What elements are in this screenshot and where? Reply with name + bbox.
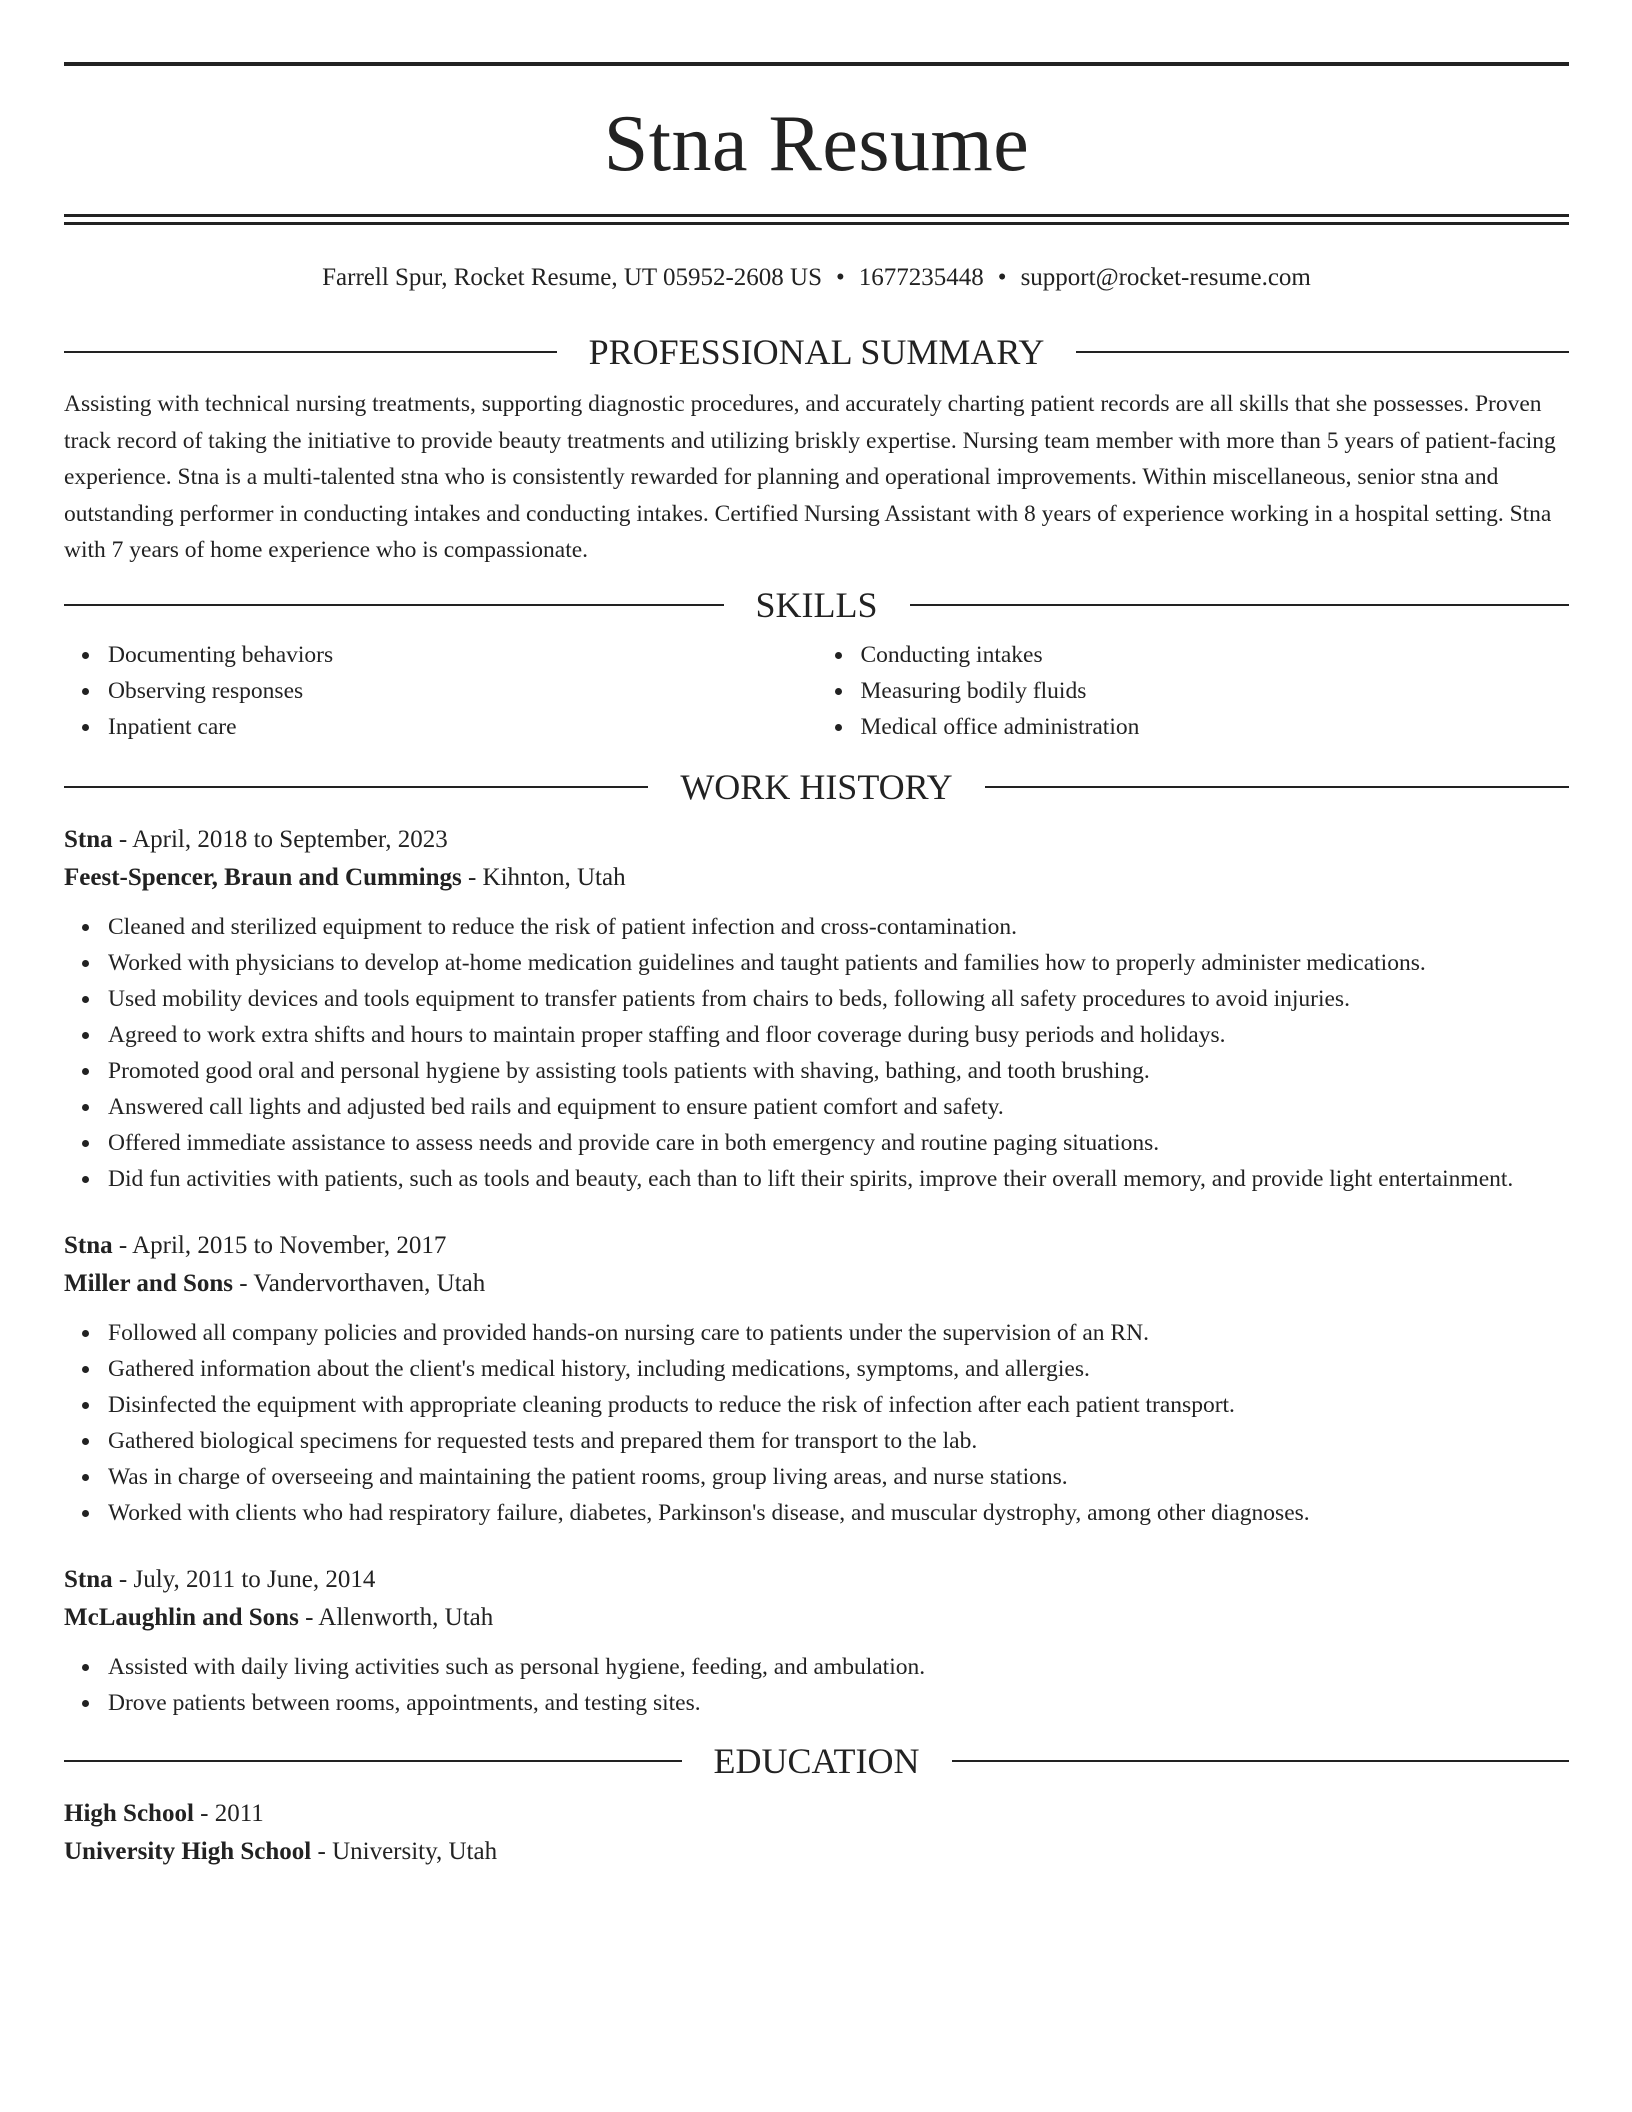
job-dates: - April, 2018 to September, 2023: [112, 825, 448, 853]
heading-rule: [952, 1760, 1570, 1762]
job-title-line: [64, 1227, 1569, 1265]
job-bullet: Promoted good oral and personal hygiene by assisting tools patients with shaving, bathing, and tooth brushing.: [108, 1053, 1569, 1089]
job-location: - Vandervorthaven, Utah: [233, 1269, 486, 1297]
job-bullet: Worked with physicians to develop at-home medication guidelines and taught patients and families how to properly administer medications.: [108, 945, 1569, 981]
job-company: Feest-Spencer, Braun and Cummings: [64, 863, 462, 891]
job-bullet: Assisted with daily living activities such as personal hygiene, feeding, and ambulation.: [108, 1649, 1569, 1685]
job-bullet: Followed all company policies and provided hands-on nursing care to patients under the supervision of an RN.: [108, 1315, 1569, 1351]
job-bullets: [64, 1649, 1569, 1721]
job-bullet: Gathered biological specimens for requested tests and prepared them for transport to the lab.: [108, 1423, 1569, 1459]
heading-rule: [64, 351, 557, 353]
education-location: - University, Utah: [311, 1837, 498, 1865]
job-location: - Kihnton, Utah: [461, 863, 626, 891]
heading-rule: [64, 604, 724, 606]
job-bullet: Answered call lights and adjusted bed rails and equipment to ensure patient comfort and safety.: [108, 1089, 1569, 1125]
summary-heading-label: PROFESSIONAL SUMMARY: [588, 332, 1045, 372]
contact-separator: •: [997, 264, 1007, 291]
resume-page: [64, 62, 1569, 1871]
skill-item: Observing responses: [108, 673, 817, 709]
job-company: Miller and Sons: [64, 1269, 234, 1297]
summary-text: Assisting with technical nursing treatments, supporting diagnostic procedures, and accurately charting patient records are all skills that she possesses. Proven track record of taking the initiative to provide beauty treatments and utilizing briskly expertise. Nursing team member with more than 5 years of patient-facing experience. Stna is a multi-talented stna who is consistently rewarded for planning and operational improvements. Within miscellaneous, senior stna and outstanding performer in conducting intakes and conducting intakes. Certified Nursing Assistant with 8 years of experience working in a hospital setting. Stna with 7 years of home experience who is compassionate.: [64, 391, 1556, 563]
contact-separator: •: [836, 264, 845, 291]
education-school-line: [64, 1833, 1569, 1871]
job-company-line: [64, 1599, 1569, 1637]
job-bullet: Offered immediate assistance to assess needs and provide care in both emergency and routine paging situations.: [108, 1125, 1569, 1161]
summary-heading: [64, 330, 1569, 374]
job-title: Stna: [64, 825, 113, 853]
top-rule: [64, 62, 1569, 66]
work-heading-label: WORK HISTORY: [680, 766, 953, 807]
job-bullets: [64, 909, 1569, 1197]
job-entry: [64, 1227, 1569, 1531]
education-heading: [64, 1739, 1569, 1783]
heading-rule: [64, 786, 648, 788]
job-company-line: [64, 859, 1569, 897]
job-bullet: Drove patients between rooms, appointments, and testing sites.: [108, 1685, 1569, 1721]
job-entry: [64, 821, 1569, 1197]
contact-phone: 1677235448: [858, 264, 984, 291]
skills-column-right: [817, 637, 1570, 745]
job-company-line: [64, 1265, 1569, 1303]
contact-email: support@rocket-resume.com: [1020, 264, 1311, 291]
education-school: University High School: [64, 1837, 312, 1865]
job-dates: - April, 2015 to November, 2017: [112, 1231, 447, 1259]
skill-item: Documenting behaviors: [108, 637, 817, 673]
job-bullet: Agreed to work extra shifts and hours to maintain proper staffing and floor coverage during busy periods and holidays.: [108, 1017, 1569, 1053]
skill-item: Measuring bodily fluids: [861, 673, 1570, 709]
job-bullets: [64, 1315, 1569, 1531]
heading-rule: [64, 1760, 682, 1762]
job-title-line: [64, 1561, 1569, 1599]
job-title: Stna: [64, 1565, 113, 1593]
job-bullet: Cleaned and sterilized equipment to reduce the risk of patient infection and cross-contamination.: [108, 909, 1569, 945]
education-entry: [64, 1795, 1569, 1871]
title-double-rule: [64, 214, 1569, 225]
work-heading: [64, 765, 1569, 809]
skill-item: Inpatient care: [108, 709, 817, 745]
education-degree: High School: [64, 1799, 194, 1827]
job-bullet: Did fun activities with patients, such as tools and beauty, each than to lift their spirits, improve their overall memory, and provide light entertainment.: [108, 1161, 1569, 1197]
job-bullet: Disinfected the equipment with appropriate cleaning products to reduce the risk of infection after each patient transport.: [108, 1387, 1569, 1423]
job-bullet: Worked with clients who had respiratory failure, diabetes, Parkinson's disease, and muscular dystrophy, among other diagnoses.: [108, 1495, 1569, 1531]
job-location: - Allenworth, Utah: [298, 1603, 494, 1631]
job-company: McLaughlin and Sons: [64, 1603, 299, 1631]
job-bullet: Used mobility devices and tools equipment to transfer patients from chairs to beds, following all safety procedures to avoid injuries.: [108, 981, 1569, 1017]
heading-rule: [1076, 351, 1569, 353]
contact-line: [64, 263, 1569, 293]
resume-title: Stna Resume: [603, 100, 1030, 188]
job-bullet: Was in charge of overseeing and maintaining the patient rooms, group living areas, and nurse stations.: [108, 1459, 1569, 1495]
job-title-line: [64, 821, 1569, 859]
skills-heading-label: SKILLS: [755, 584, 878, 625]
skills-list: [64, 637, 1569, 745]
job-dates: - July, 2011 to June, 2014: [112, 1565, 376, 1593]
education-year: - 2011: [193, 1799, 264, 1827]
skills-heading: [64, 583, 1569, 627]
heading-rule: [985, 786, 1569, 788]
heading-rule: [910, 604, 1570, 606]
education-degree-line: [64, 1795, 1569, 1833]
contact-address: Farrell Spur, Rocket Resume, UT 05952-2608 US: [322, 264, 823, 291]
job-bullet: Gathered information about the client's medical history, including medications, symptoms, and allergies.: [108, 1351, 1569, 1387]
education-heading-label: EDUCATION: [713, 1740, 920, 1781]
skills-column-left: [64, 637, 817, 745]
job-title: Stna: [64, 1231, 113, 1259]
skill-item: Conducting intakes: [861, 637, 1570, 673]
skill-item: Medical office administration: [861, 709, 1570, 745]
job-entry: [64, 1561, 1569, 1721]
